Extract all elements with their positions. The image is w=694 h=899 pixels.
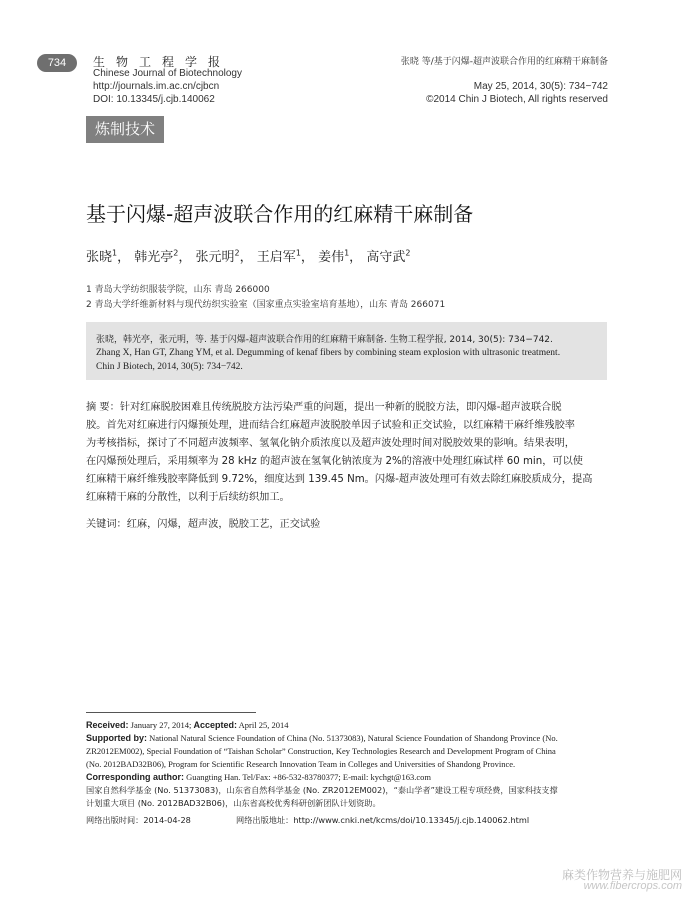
citation-en-line-1: Zhang X, Han GT, Zhang YM, et al. Degumming of kenaf fibers by combining steam explosion with ultrasonic treatment. — [96, 348, 561, 358]
online-date: 网络出版时间：2014-04-28 — [86, 815, 191, 825]
author-separator: ， — [178, 250, 192, 265]
abstract-line: 红麻精干麻纤维残胶率降低到 9.72%，细度达到 139.45 Nm。闪爆-超声波处理可有效去除红麻胶质成分，提高 — [86, 474, 593, 485]
journal-title-en: Chinese Journal of Biotechnology — [93, 68, 242, 79]
abstract-line: 胶。首先对红麻进行闪爆预处理，进而结合红麻超声波脱胶单因子试验和正交试验，以红麻精干麻纤维残胶率 — [86, 420, 575, 431]
supported-by-line-2: ZR2012EM002), Special Foundation of “Taishan Scholar” Construction, Key Technologies Research and Development Program of China — [86, 746, 556, 756]
received-accepted — [86, 720, 288, 730]
author-separator: ， — [239, 250, 253, 265]
author-separator: ， — [300, 250, 314, 265]
accepted-label: Accepted: — [193, 720, 237, 730]
author-name: 高守武 — [366, 250, 406, 265]
author-name: 王启军 — [256, 250, 296, 265]
author-affiliation-mark: 2 — [173, 248, 179, 258]
keywords-label: 关键词： — [86, 519, 127, 530]
running-head: 张晓 等/基于闪爆-超声波联合作用的红麻精干麻制备 — [400, 57, 608, 67]
keywords — [86, 515, 320, 530]
corresponding-text: Guangting Han. Tel/Fax: +86-532-83780377; E-mail: kychgt@163.com — [184, 772, 432, 782]
section-tag: 炼制技术 — [86, 116, 164, 143]
affiliation-2: 2 青岛大学纤维新材料与现代纺织实验室（国家重点实验室培育基地），山东 青岛 266071 — [86, 300, 446, 310]
footnote-divider — [86, 712, 256, 713]
publication-date: May 25, 2014, 30(5): 734−742 — [473, 81, 608, 92]
abstract-line: 为考核指标，探讨了不同超声波频率、氢氧化钠介质浓度以及超声波处理时间对脱胶效果的影响。结果表明， — [86, 438, 575, 449]
author-name: 张晓 — [86, 250, 113, 265]
author-separator: ， — [117, 250, 131, 265]
journal-title-cn: 生物工程学报 — [93, 55, 232, 69]
online-url[interactable]: 网络出版地址：http://www.cnki.net/kcms/doi/10.13345/j.cjb.140062.html — [236, 815, 530, 825]
abstract-line — [86, 398, 608, 413]
received-date: January 27, 2014; — [128, 720, 194, 730]
watermark-en: www.fibercrops.com — [583, 880, 682, 892]
page-number-badge: 734 — [37, 54, 77, 72]
supported-text: National Natural Science Foundation of China (No. 51373083), Natural Science Foundation of Shandong Province (No. — [147, 733, 558, 743]
author-separator: ， — [349, 250, 363, 265]
supported-by-line-3: (No. 2012BAD32B06), Program for Scientific Research Innovation Team in Colleges and Universities of Shandong Province. — [86, 759, 516, 769]
author-name: 韩光亭 — [134, 250, 174, 265]
citation-cn: 张晓，韩光亭，张元明，等. 基于闪爆-超声波联合作用的红麻精干麻制备. 生物工程学报, 2014, 30(5): 734−742. — [96, 335, 553, 345]
corresponding-label: Corresponding author: — [86, 772, 184, 782]
watermark-cn: 麻类作物营养与施肥网 — [561, 868, 682, 882]
copyright: ©2014 Chin J Biotech, All rights reserved — [426, 94, 608, 105]
author-name: 姜伟 — [318, 250, 345, 265]
corresponding-author — [86, 772, 431, 782]
paper-title: 基于闪爆-超声波联合作用的红麻精干麻制备 — [86, 202, 474, 226]
affiliation-1: 1 青岛大学纺织服装学院，山东 青岛 266000 — [86, 285, 270, 295]
abstract-line: 红麻精干麻的分散性，以利于后续纺织加工。 — [86, 492, 290, 503]
author-affiliation-mark: 2 — [405, 248, 411, 258]
fund-cn-line-1: 国家自然科学基金 (No. 51373083)，山东省自然科学基金 (No. ZR2012EM002)，“泰山学者”建设工程专项经费，国家科技支撑 — [86, 785, 558, 795]
author-name: 张元明 — [195, 250, 235, 265]
supported-label: Supported by: — [86, 733, 147, 743]
abstract-text: 针对红麻脱胶困难且传统脱胶方法污染严重的问题，提出一种新的脱胶方法，即闪爆-超声波联合脱 — [119, 402, 562, 413]
journal-url[interactable]: http://journals.im.ac.cn/cjbcn — [93, 81, 220, 92]
author-affiliation-mark: 2 — [234, 248, 240, 258]
abstract-label: 摘 要： — [86, 402, 120, 413]
received-label: Received: — [86, 720, 129, 730]
author-list — [86, 246, 410, 265]
author-affiliation-mark: 1 — [344, 248, 350, 258]
abstract-line: 在闪爆预处理后，采用频率为 28 kHz 的超声波在氢氧化钠浓度为 2%的溶液中处理红麻试样 60 min，可以使 — [86, 456, 583, 467]
accepted-date: April 25, 2014 — [236, 720, 289, 730]
citation-en-line-2: Chin J Biotech, 2014, 30(5): 734−742. — [96, 362, 243, 372]
author-affiliation-mark: 1 — [295, 248, 301, 258]
fund-cn-line-2: 计划重大项目 (No. 2012BAD32B06)，山东省高校优秀科研创新团队计划资助。 — [86, 798, 381, 808]
journal-doi: DOI: 10.13345/j.cjb.140062 — [93, 94, 215, 105]
supported-by — [86, 733, 558, 743]
keywords-text: 红麻，闪爆，超声波，脱胶工艺，正交试验 — [126, 519, 321, 530]
author-affiliation-mark: 1 — [112, 248, 118, 258]
